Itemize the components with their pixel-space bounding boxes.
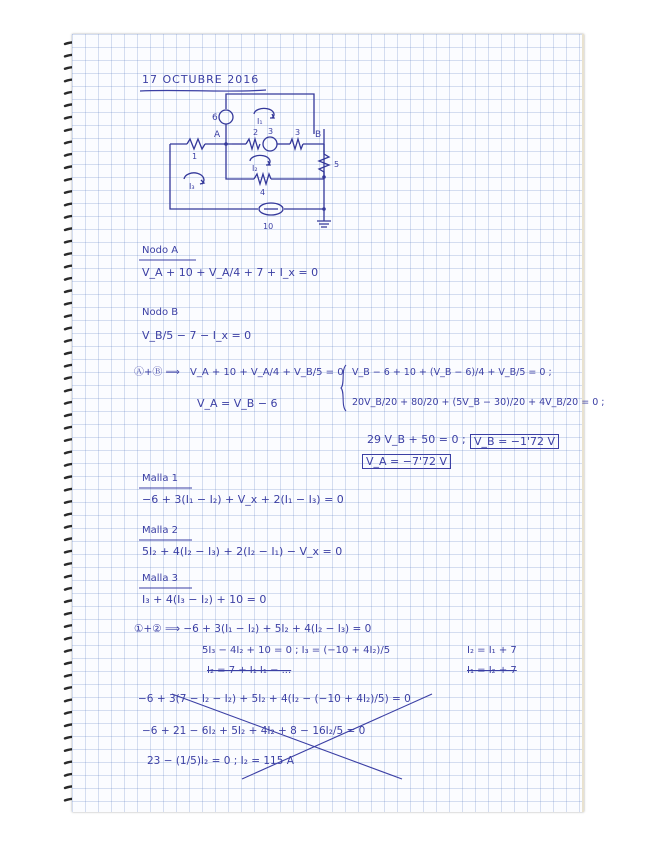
- malla2-equation: 5I₂ + 4(I₂ − I₃) + 2(I₂ − I₁) − V_x = 0: [142, 545, 343, 558]
- brace-eq2: 20V_B/20 + 80/20 + (5V_B − 30)/20 + 4V_B/20 = 0 ;: [352, 397, 605, 408]
- source-6-label: 6: [212, 113, 218, 123]
- brace-eq3: 29 V_B + 50 = 0 ;: [367, 433, 466, 446]
- resistor-5-label: 5: [334, 160, 340, 169]
- date-heading: 17 OCTUBRE 2016: [142, 73, 260, 86]
- nodo-a-heading: Nodo A: [142, 245, 179, 256]
- nodo-a-equation: V_A + 10 + V_A/4 + 7 + I_x = 0: [142, 266, 319, 279]
- nodo-b-equation: V_B/5 − 7 − I_x = 0: [142, 329, 252, 342]
- work-line2: 5I₃ − 4I₂ + 10 = 0 ; I₃ = (−10 + 4I₂)/5: [202, 645, 391, 656]
- resistor-1-label: 1: [192, 152, 198, 161]
- nodo-b-heading: Nodo B: [142, 307, 179, 318]
- result-vb: V_B = −1'72 V: [470, 434, 559, 449]
- work-line2-side: I₂ = I₁ + 7: [467, 645, 517, 656]
- notebook-page: [72, 34, 605, 812]
- work-line3-struck: I₂ = 7 + I₁ I₁ − ...: [207, 665, 292, 676]
- result-va: V_A = −7'72 V: [362, 454, 451, 469]
- work-line4: −6 + 3(7 − I₂ − I₂) + 5I₂ + 4(I₂ − (−10 + 4I₂)/5) = 0: [138, 693, 411, 705]
- brace-eq1: V_B − 6 + 10 + (V_B − 6)/4 + V_B/5 = 0 ;: [352, 367, 552, 378]
- current-i2-label: I₂: [252, 164, 258, 173]
- strike-through-cross: [132, 684, 452, 784]
- resistor-3-label: 3: [295, 128, 301, 137]
- malla3-heading: Malla 3: [142, 573, 178, 584]
- circuit-diagram: [162, 89, 342, 239]
- malla2-heading: Malla 2: [142, 525, 178, 536]
- work-line1: ①+② ⟹ −6 + 3(I₁ − I₂) + 5I₂ + 4(I₂ − I₃) = 0: [134, 623, 372, 635]
- source-10-label: 10: [263, 222, 274, 231]
- node-a-label: A: [214, 130, 221, 140]
- dep-source-label: 3: [268, 127, 274, 136]
- work-line3-side-struck: I₁ = I₂ + 7: [467, 665, 517, 676]
- current-i1-label: I₁: [257, 117, 263, 126]
- current-i3-label: I₃: [189, 182, 195, 191]
- combined-eq1: V_A + 10 + V_A/4 + V_B/5 = 0: [190, 367, 344, 378]
- combined-eq2: V_A = V_B − 6: [197, 397, 278, 410]
- work-line6: 23 − (1/5)I₂ = 0 ; I₂ = 115 A: [147, 755, 294, 767]
- work-line5: −6 + 21 − 6I₂ + 5I₂ + 4I₂ + 8 − 16I₂/5 = 0: [142, 725, 366, 737]
- malla3-equation: I₃ + 4(I₃ − I₂) + 10 = 0: [142, 593, 267, 606]
- resistor-2-label: 2: [253, 128, 259, 137]
- malla1-equation: −6 + 3(I₁ − I₂) + V_x + 2(I₁ − I₃) = 0: [142, 493, 344, 506]
- node-b-label: B: [315, 130, 322, 140]
- malla1-heading: Malla 1: [142, 473, 178, 484]
- resistor-4-label: 4: [260, 188, 266, 197]
- combined-lead: Ⓐ+Ⓑ ⟹: [134, 367, 180, 378]
